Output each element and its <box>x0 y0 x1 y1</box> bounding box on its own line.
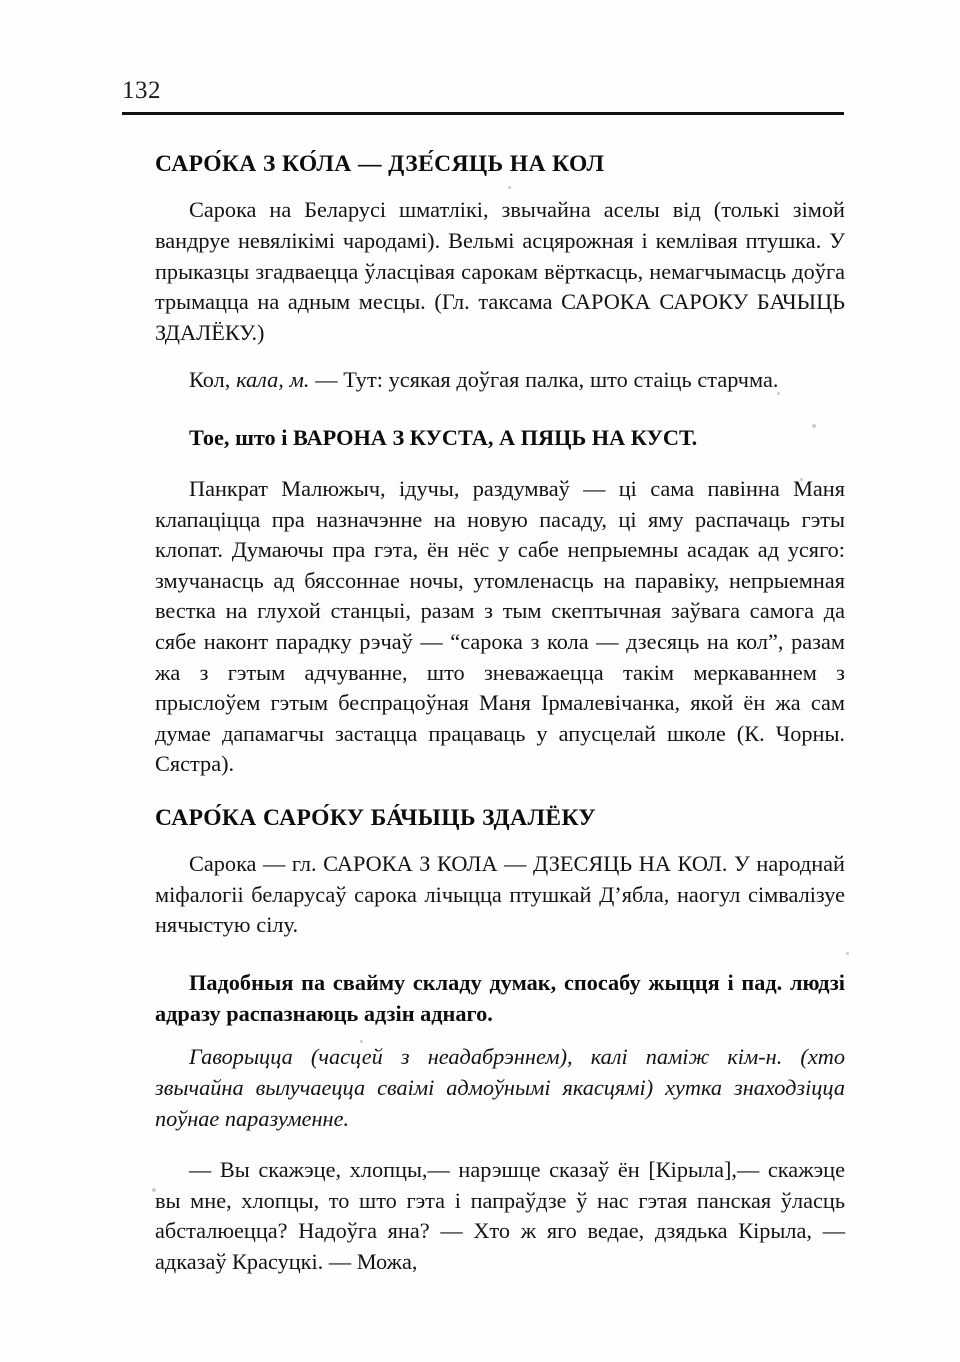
spacer <box>155 453 845 474</box>
entry-definition-2: Сарока — гл. САРОКА З КОЛА — ДЗЕСЯЦЬ НА КОЛ. У народнай міфалогіі беларусаў сарока лічыцца птушкай Д’ябла, наогул сімвалізуе нячыстую сілу. <box>155 851 845 938</box>
entry-meaning-2: Падобныя па свайму складу думак, спосабу жыцця і пад. людзі адразу распазнаюць адзін аднаго. <box>155 970 845 1027</box>
gloss-rest: — Тут: усякая доўгая палка, што стаіць старчма. <box>315 367 779 393</box>
running-head <box>122 78 844 115</box>
spacer <box>155 401 845 422</box>
entry-gloss-1 <box>155 365 845 396</box>
entry-illustration-2: — Вы скажэце, хлопцы,— нарэшце сказаў ён [Кірыла],— скажэце вы мне, хлопцы, то што гэта і папраўдзе ў нас гэтая панская ўласць абсталюецца? Надоўга яна? — Хто ж яго ведае, дзядька Кірыла, — адказаў Красуцкі. — Можа, <box>155 1157 845 1274</box>
spacer <box>155 1029 845 1041</box>
text-column <box>155 150 845 1277</box>
page-number: 132 <box>122 77 161 104</box>
entry-usage-note-2: Гаворыцца (часцей з неадабрэннем), калі паміж кім-н. (хто звычайна вылучаецца сваімі адмоўнымі якасцямі) хутка знаходзіцца поўнае паразуменне. <box>155 1044 845 1132</box>
entry-definition-1: Сарока на Беларусі шматлікі, звычайна аселы від (толькі зімой вандруе невялікімі чародамі). Вельмі асцярожная і кемлівая птушка. У прыказцы згадваецца ўласцівая сарокам вёрткасць, немагчымасць доўга трымацца на адным месцы. (Гл. таксама САРОКА САРОКУ БАЧЫЦЬ ЗДАЛЁКУ.) <box>155 197 845 345</box>
entry-illustration-1: Панкрат Малюжыч, ідучы, раздумваў — ці сама павінна Маня клапаціцца пра назначэнне на новую пасаду, ці яму распачаць гэты клопат. Думаючы пра гэта, ён нёс у сабе непрыемны асадак ад усяго: змучанасць ад бяссоннае ночы, утомленасць на паравіку, непрыемная вестка на глухой станцыі, разам з тым скептычная заўвага самога да сябе наконт парадку рэчаў — “сарока з кола — дзесяць на кол”, разам жа з гэтым адчуванне, што зневажаецца такім меркаваннем з прыслоўем гэтым беспрацоўная Маня Ірмалевічанка, якой ён жа сам думае дапамагчы застацца працаваць у апусцелай школе (К. Чорны. Сястра). <box>155 475 845 777</box>
header-rule <box>122 112 844 115</box>
spacer <box>155 1134 845 1155</box>
entry-headword-2: САРО́КА САРО́КУ БА́ЧЫЦЬ ЗДАЛЁКУ <box>155 804 597 831</box>
gloss-grammar-italic: кала, м. <box>236 367 310 393</box>
scan-speck <box>846 952 849 955</box>
entry-cross-reference-1: Тое, што і ВАРОНА З КУСТА, А ПЯЦЬ НА КУСТ. <box>189 424 698 450</box>
spacer <box>155 353 845 365</box>
gloss-term: Кол, <box>189 367 231 393</box>
spacer <box>155 946 845 967</box>
entry-headword-1: САРО́КА З КО́ЛА — ДЗЕ́СЯЦЬ НА КОЛ <box>155 151 605 177</box>
